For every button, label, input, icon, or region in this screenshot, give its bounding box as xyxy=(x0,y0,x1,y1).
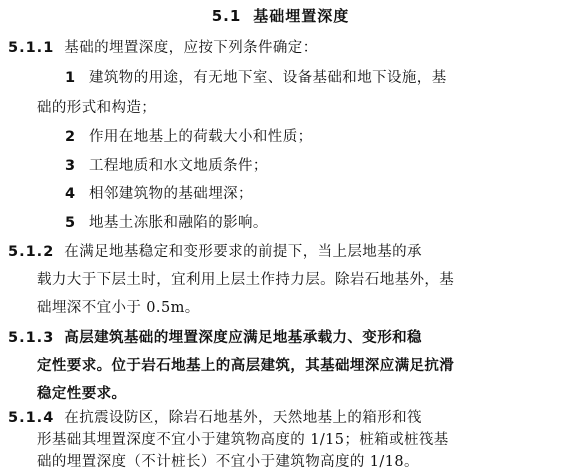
list-item-number: 2 xyxy=(65,129,76,145)
clause-text: 稳定性要求。 xyxy=(37,386,127,402)
clause-5-1-4-line-2 xyxy=(37,428,449,452)
clause-text: 础埋深不宜小于 0.5m。 xyxy=(37,300,200,316)
list-item-4 xyxy=(65,182,253,206)
clause-5-1-1-line-1 xyxy=(8,36,318,60)
list-item-3 xyxy=(65,154,268,178)
list-item-number: 3 xyxy=(65,158,76,174)
clause-5-1-3-line-1 xyxy=(8,326,422,350)
clause-text: 础的埋置深度（不计桩长）不宜小于建筑物高度的 1/18。 xyxy=(37,454,419,470)
clause-text: 在抗震设防区，除岩石地基外，天然地基上的箱形和筏 xyxy=(64,410,422,426)
clause-5-1-3-line-3 xyxy=(37,382,126,406)
clause-5-1-4-line-1 xyxy=(8,406,422,430)
clause-text: 基础的埋置深度，应按下列条件确定： xyxy=(64,40,318,56)
clause-number: 5.1.1 xyxy=(8,40,55,56)
list-item-number: 5 xyxy=(65,215,76,231)
clause-5-1-2-line-3 xyxy=(37,296,200,320)
clause-text: 载力大于下层土时，宜利用上层土作持力层。除岩石地基外，基 xyxy=(37,272,455,288)
clause-5-1-2-line-2 xyxy=(37,268,454,292)
list-item-1-line-1 xyxy=(65,66,447,90)
list-item-text: 工程地质和水文地质条件； xyxy=(89,158,268,174)
section-title-text: 基础埋置深度 xyxy=(253,7,350,25)
list-item-text: 地基土冻胀和融陷的影响。 xyxy=(89,215,268,231)
clause-text: 定性要求。位于岩石地基上的高层建筑，其基础埋深应满足抗滑 xyxy=(37,358,455,374)
list-item-5 xyxy=(65,211,268,235)
list-item-text: 础的形式和构造； xyxy=(37,100,157,116)
clause-number: 5.1.4 xyxy=(8,410,55,426)
list-item-text: 相邻建筑物的基础埋深； xyxy=(89,186,253,202)
clause-number: 5.1.2 xyxy=(8,244,55,260)
list-item-number: 1 xyxy=(65,70,76,86)
list-item-text: 作用在地基上的荷载大小和性质； xyxy=(89,129,313,145)
section-number: 5.1 xyxy=(211,7,242,25)
clause-text: 高层建筑基础的埋置深度应满足地基承载力、变形和稳 xyxy=(64,330,422,346)
clause-text: 形基础其埋置深度不宜小于建筑物高度的 1/15；桩箱或桩筏基 xyxy=(37,432,449,448)
section-title xyxy=(0,5,561,27)
list-item-number: 4 xyxy=(65,186,76,202)
list-item-1-line-2 xyxy=(37,96,156,120)
clause-text: 在满足地基稳定和变形要求的前提下，当上层地基的承 xyxy=(64,244,422,260)
list-item-2 xyxy=(65,125,313,149)
clause-5-1-4-line-3 xyxy=(37,450,419,474)
list-item-text: 建筑物的用途，有无地下室、设备基础和地下设施，基 xyxy=(89,70,447,86)
clause-5-1-3-line-2 xyxy=(37,354,454,378)
clause-number: 5.1.3 xyxy=(8,330,55,346)
clause-5-1-2-line-1 xyxy=(8,240,422,264)
